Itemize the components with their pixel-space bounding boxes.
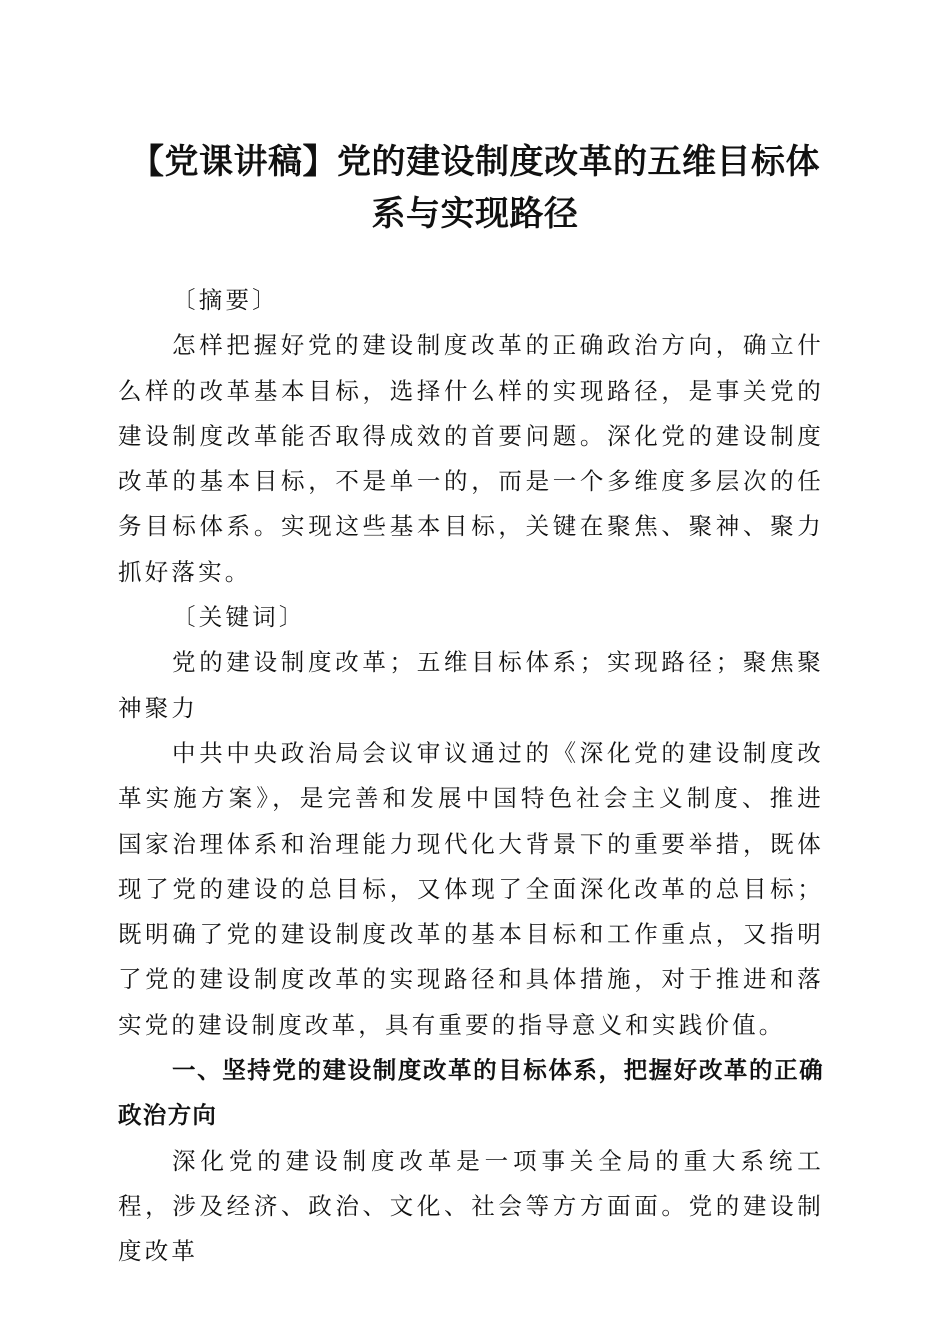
abstract-label: 〔摘要〕 [172,286,279,314]
section-paragraph: 深化党的建设制度改革是一项事关全局的重大系统工程，涉及经济、政治、文化、社会等方方面面。党的建设制度改革 [118,1146,824,1266]
document-title: 【党课讲稿】党的建设制度改革的五维目标体系与实现路径 [130,142,820,234]
keywords-paragraph: 党的建设制度改革；五维目标体系；实现路径；聚焦聚神聚力 [118,648,824,722]
document-body [118,278,824,1275]
intro-paragraph: 中共中央政治局会议审议通过的《深化党的建设制度改革实施方案》，是完善和发展中国特色社会主义制度、推进国家治理体系和治理能力现代化大背景下的重要举措，既体现了党的建设的总目标，又体现了全面深化改革的总目标；既明确了党的建设制度改革的基本目标和工作重点，又指明了党的建设制度改革的实现路径和具体措施，对于推进和落实党的建设制度改革，具有重要的指导意义和实践价值。 [118,738,824,1039]
keywords-label: 〔关键词〕 [172,603,306,632]
section-heading: 一、坚持党的建设制度改革的目标体系，把握好改革的正确政治方向 [118,1056,824,1130]
abstract-paragraph: 怎样把握好党的建设制度改革的正确政治方向，确立什么样的改革基本目标，选择什么样的实现路径，是事关党的建设制度改革能否取得成效的首要问题。深化党的建设制度改革的基本目标，不是单一的，而是一个多维度多层次的任务目标体系。实现这些基本目标，关键在聚焦、聚神、聚力抓好落实。 [118,331,824,586]
